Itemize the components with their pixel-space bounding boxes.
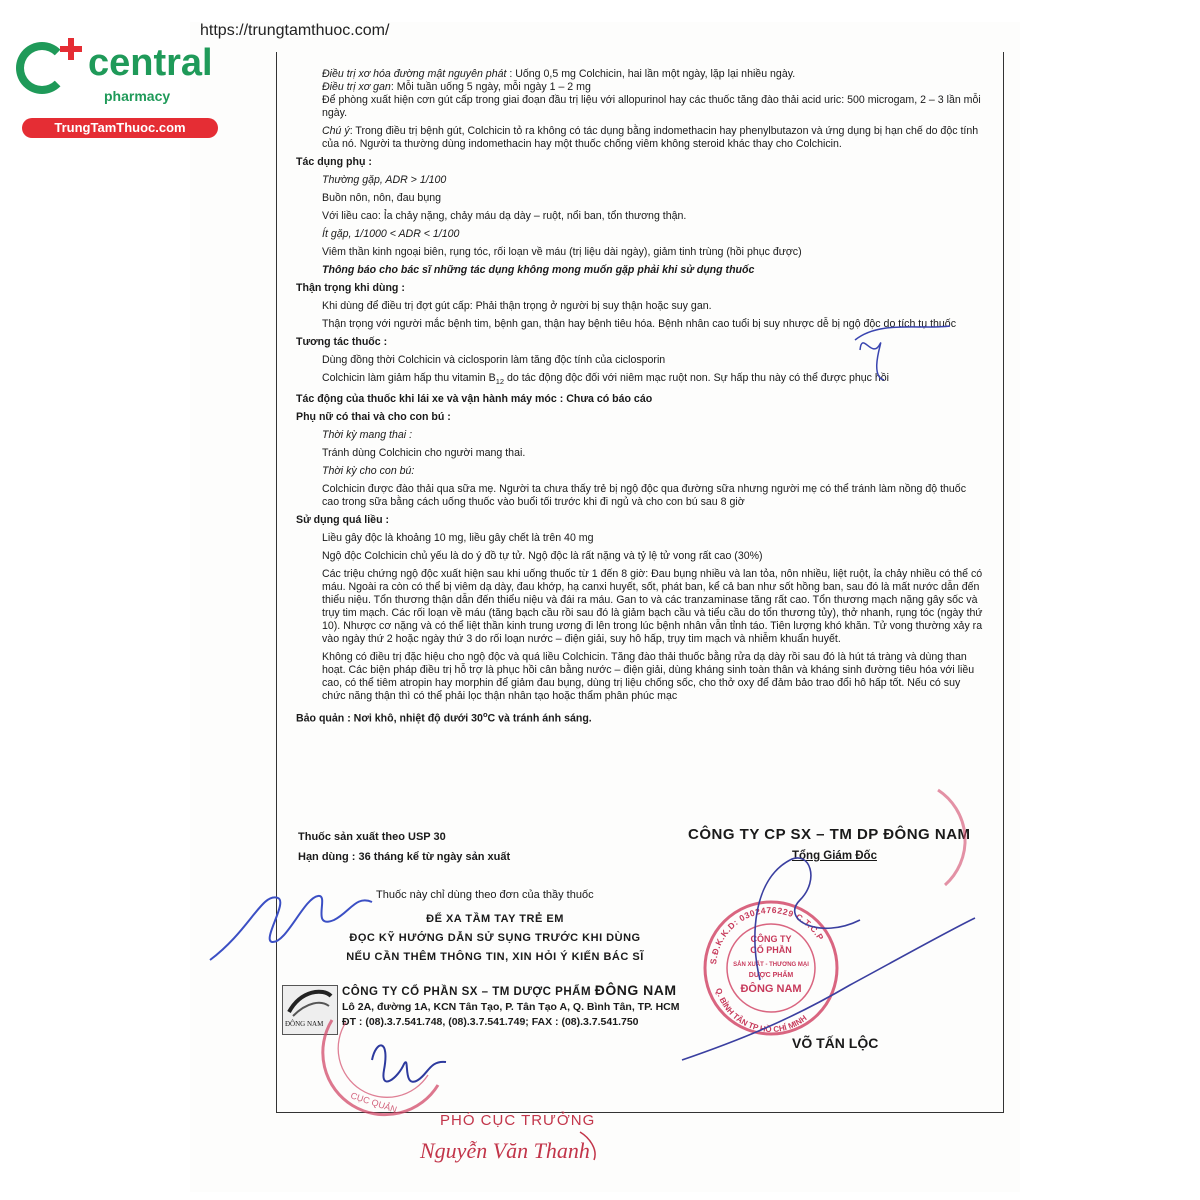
official-name: Nguyễn Văn Thanh <box>420 1138 590 1163</box>
stamp-registration-text: S.Đ.K.K.D: 0302476229 C.T.C.P <box>708 904 827 965</box>
paragraph-text: Không có điều trị đặc hiệu cho ngộ độc và quá liều Colchicin. Tăng đào thải thuốc bằng rửa dạ dày rồi sau đó là hút tá tràng và dùng than hoạt. Các biện pháp điều trị hỗ trợ là phục hồi cân bằng nước – điện giải, dùng kháng sinh toàn thân và kháng sinh đường tiêu hóa với liều cao, có thể tiêm atropin hay morphin để giảm đau bụng, dùng trị liệu chống sốc, cho thở oxy để đảm bảo trao đổi hô hấp tốt. Nếu có suy chức năng thận thì có thể phải lọc thận nhân tạo hoặc thẩm phân phúc mạc <box>322 651 975 703</box>
paragraph-text: C và tránh ánh sáng. <box>487 712 592 725</box>
signer-name: VÕ TẤN LỘC <box>792 1035 879 1051</box>
dong-nam-logo-label: ĐÔNG NAM <box>285 1020 324 1028</box>
paragraph-text: o <box>482 710 488 720</box>
paragraph-text: Để phòng xuất hiện cơn gút cấp trong giai đoạn đầu trị liệu với allopurinol hay các thuốc tăng đào thải acid uric: 500 microgam, 2 – 3 lần mỗi ngày. <box>322 94 981 119</box>
manufacturer-name-brand: ĐÔNG NAM <box>594 982 677 998</box>
paragraph-text: Colchicin được đào thải qua sữa mẹ. Người ta chưa thấy trẻ bị ngộ độc qua đường sữa nhưng người mẹ có thể tránh làm nồng độ thuốc cao trong sữa bằng cách uống thuốc vào buổi tối trước khi đi ngủ và cho con bú sau 8 giờ <box>322 483 966 509</box>
manufacturer-address: Lô 2A, đường 1A, KCN Tân Tạo, P. Tân Tạo A, Q. Bình Tân, TP. HCM <box>342 1001 680 1013</box>
stamp-inner-3: SẢN XUẤT - THƯƠNG MẠI <box>733 962 809 968</box>
stamp-inner-1: CÔNG TY <box>750 934 792 944</box>
paragraph-text: Tránh dùng Colchicin cho người mang thai. <box>322 447 526 460</box>
warning-line-2: ĐỌC KỸ HƯỚNG DẪN SỬ SỤNG TRƯỚC KHI DÙNG <box>349 932 641 944</box>
paragraph-text: Colchicin làm giảm hấp thu vitamin B <box>322 372 496 384</box>
paragraph-text: Thận trọng khi dùng : <box>296 282 405 294</box>
paragraph-text: do tác động độc đối với niêm mạc ruột non. Sự hấp thu này có thể được phục hồi <box>504 372 890 384</box>
paragraph-text: Ít gặp, 1/1000 < ADR < 1/100 <box>322 228 460 240</box>
agency-stamp <box>323 1020 438 1115</box>
director-signature <box>682 858 975 1060</box>
official-signature <box>372 1045 446 1081</box>
warning-line-3: NẾU CẦN THÊM THÔNG TIN, XIN HỎI Ý KIẾN BÁC SĨ <box>346 951 644 963</box>
paragraph-text: : Mỗi tuần uống 5 ngày, mỗi ngày 1 – 2 mg <box>390 81 591 93</box>
logo-sub-text: pharmacy <box>104 88 171 104</box>
paragraph-text: Thời kỳ cho con bú: <box>322 465 415 478</box>
paragraph-text: Sử dụng quá liều : <box>296 514 390 527</box>
paragraph-text: Với liều cao: Ỉa chảy nặng, chảy máu dạ dày – ruột, nổi ban, tổn thương thận. <box>322 210 687 222</box>
stamp-inner-5: ĐÔNG NAM <box>740 983 802 995</box>
paragraph-text: Thời kỳ mang thai : <box>322 429 413 442</box>
stamp-inner-4: DƯỢC PHẨM <box>748 972 794 979</box>
paragraph-text: Nơi khô, nhiệt độ dưới 30 <box>350 712 483 725</box>
prescription-note: Thuốc này chỉ dùng theo đơn của thầy thuốc <box>376 889 594 901</box>
paragraph-text: Điều trị xơ gan <box>322 81 391 93</box>
manufacturer-phone: ĐT : (08).3.7.541.748, (08).3.7.541.749; FAX : (08).3.7.541.750 <box>342 1016 639 1028</box>
paragraph-text: : Uống 0,5 mg Colchicin, hai lần một ngày, lặp lại nhiều ngày. <box>506 68 796 80</box>
source-url[interactable]: https://trungtamthuoc.com/ <box>200 22 390 39</box>
paragraph-text: Điều trị xơ hóa đường mật nguyên phát <box>322 68 507 80</box>
paragraph-text: Tác động của thuốc khi lái xe và vận hành máy móc : <box>296 393 564 406</box>
paragraph-text: Ngộ độc Colchicin chủ yếu là do ý đồ tự tử. Ngộ độc là rất nặng và tỷ lệ tử vong rất cao (30%) <box>322 550 763 563</box>
logo-brand-text: central <box>88 42 213 84</box>
company-stamp <box>705 902 837 1034</box>
stamp-inner-2: CỔ PHẦN <box>750 945 792 955</box>
paragraph-text: Chú ý <box>322 125 350 137</box>
paragraph-text: : Trong điều trị bệnh gút, Colchicin tỏ ra không có tác dụng bằng indomethacin hay phenylbutazon và ứng dụng bị hạn chế do độc tính của nó. Người ta thường dùng indomethacin hay một thuốc chống viêm không steroid khác thay cho Colchicin. <box>322 125 979 150</box>
paragraph-text: Liều gây độc là khoảng 10 mg, liều gây chết là trên 40 mg <box>322 532 594 545</box>
company-heading: CÔNG TY CP SX – TM DP ĐÔNG NAM <box>688 826 971 843</box>
usp-note: Thuốc sản xuất theo USP 30 <box>298 831 446 843</box>
paragraph-text: Các triệu chứng ngộ độc xuất hiện sau khi uống thuốc từ 1 đến 8 giờ: Đau bụng nhiều và lan tỏa, nôn nhiều, liệt ruột, ỉa chảy nhiều có thể có máu. Ngoài ra còn có thể bị viêm dạ dày, đau khớp, hạ canxi huyết, sốt, phát ban, kể cả ban như sốt hồng ban, sau đó là mất nước dẫn đến thiểu niệu. Tổn thương thận dẫn đến thiểu niệu và đái ra máu. Gan to và các tranzaminase tăng rất cao. Tổn thương mạch nặng gây sốc và trụy tim mạch. Các rối loạn về máu (tăng bạch cầu rồi sau đó là giảm bạch cầu và tiểu cầu do tổn thương tủy), thở nhanh, rụng tóc (ngày thứ 10). Nhược cơ nặng và có thể liệt thần kinh trung ương đi lên trong lúc bệnh nhân vẫn tỉnh táo. Tiên lượng khó khăn. Tử vong thường xảy ra vào ngày thứ 2 hoặc ngày thứ 3 do rối loạn nước – điện giải, suy hô hấp, trụy tim mạch và nhiễm khuẩn huyết. <box>322 568 983 646</box>
paragraph-text: Thận trọng với người mắc bệnh tim, bệnh gan, thận hay bệnh tiêu hóa. Bệnh nhân cao tuổi bị suy nhược dễ bị ngộ độc do tích tụ thuốc <box>322 318 956 330</box>
paragraph-text: Tương tác thuốc : <box>296 336 388 348</box>
paragraph-text: Thường gặp, ADR > 1/100 <box>322 174 447 186</box>
paragraph-text: 12 <box>495 377 505 387</box>
initial-signature <box>855 326 950 380</box>
agency-stamp-text: CỤC QUẢN <box>349 1090 399 1115</box>
left-signature <box>210 896 372 960</box>
official-title: PHÓ CỤC TRƯỞNG <box>440 1112 596 1129</box>
stamp-bottom-text: Q. BÌNH TÂN TP HỒ CHÍ MINH <box>713 987 809 1035</box>
paragraph-text: Buồn nôn, nôn, đau bụng <box>322 192 441 204</box>
paragraph-text: Thông báo cho bác sĩ những tác dụng không mong muốn gặp phải khi sử dụng thuốc <box>322 264 755 276</box>
logo-banner: TrungTamThuoc.com <box>22 118 218 138</box>
paragraph-text: Khi dùng để điều trị đợt gút cấp: Phải thận trọng ở người bị suy thận hoặc suy gan. <box>322 300 712 312</box>
warning-line-1: ĐỂ XA TẦM TAY TRẺ EM <box>426 913 564 925</box>
director-title: Tổng Giám Đốc <box>792 850 877 862</box>
paragraph-text: Dùng đồng thời Colchicin và ciclosporin làm tăng độc tính của ciclosporin <box>322 354 666 366</box>
paragraph-text: Bảo quản : <box>296 712 351 725</box>
paragraph-text: Chưa có báo cáo <box>563 393 653 406</box>
expiry-note: Hạn dùng : 36 tháng kể từ ngày sản xuất <box>298 851 511 863</box>
paragraph-text: Phụ nữ có thai và cho con bú : <box>296 411 451 424</box>
official-flourish <box>580 1132 595 1160</box>
manufacturer-name-prefix: CÔNG TY CỔ PHẦN SX – TM DƯỢC PHẨM <box>342 986 595 998</box>
paragraph-text: Tác dụng phụ : <box>296 156 372 168</box>
paragraph-text: Viêm thần kinh ngoại biên, rụng tóc, rối loạn về máu (trị liệu dài ngày), giảm tinh trùng (hồi phục được) <box>322 246 802 258</box>
